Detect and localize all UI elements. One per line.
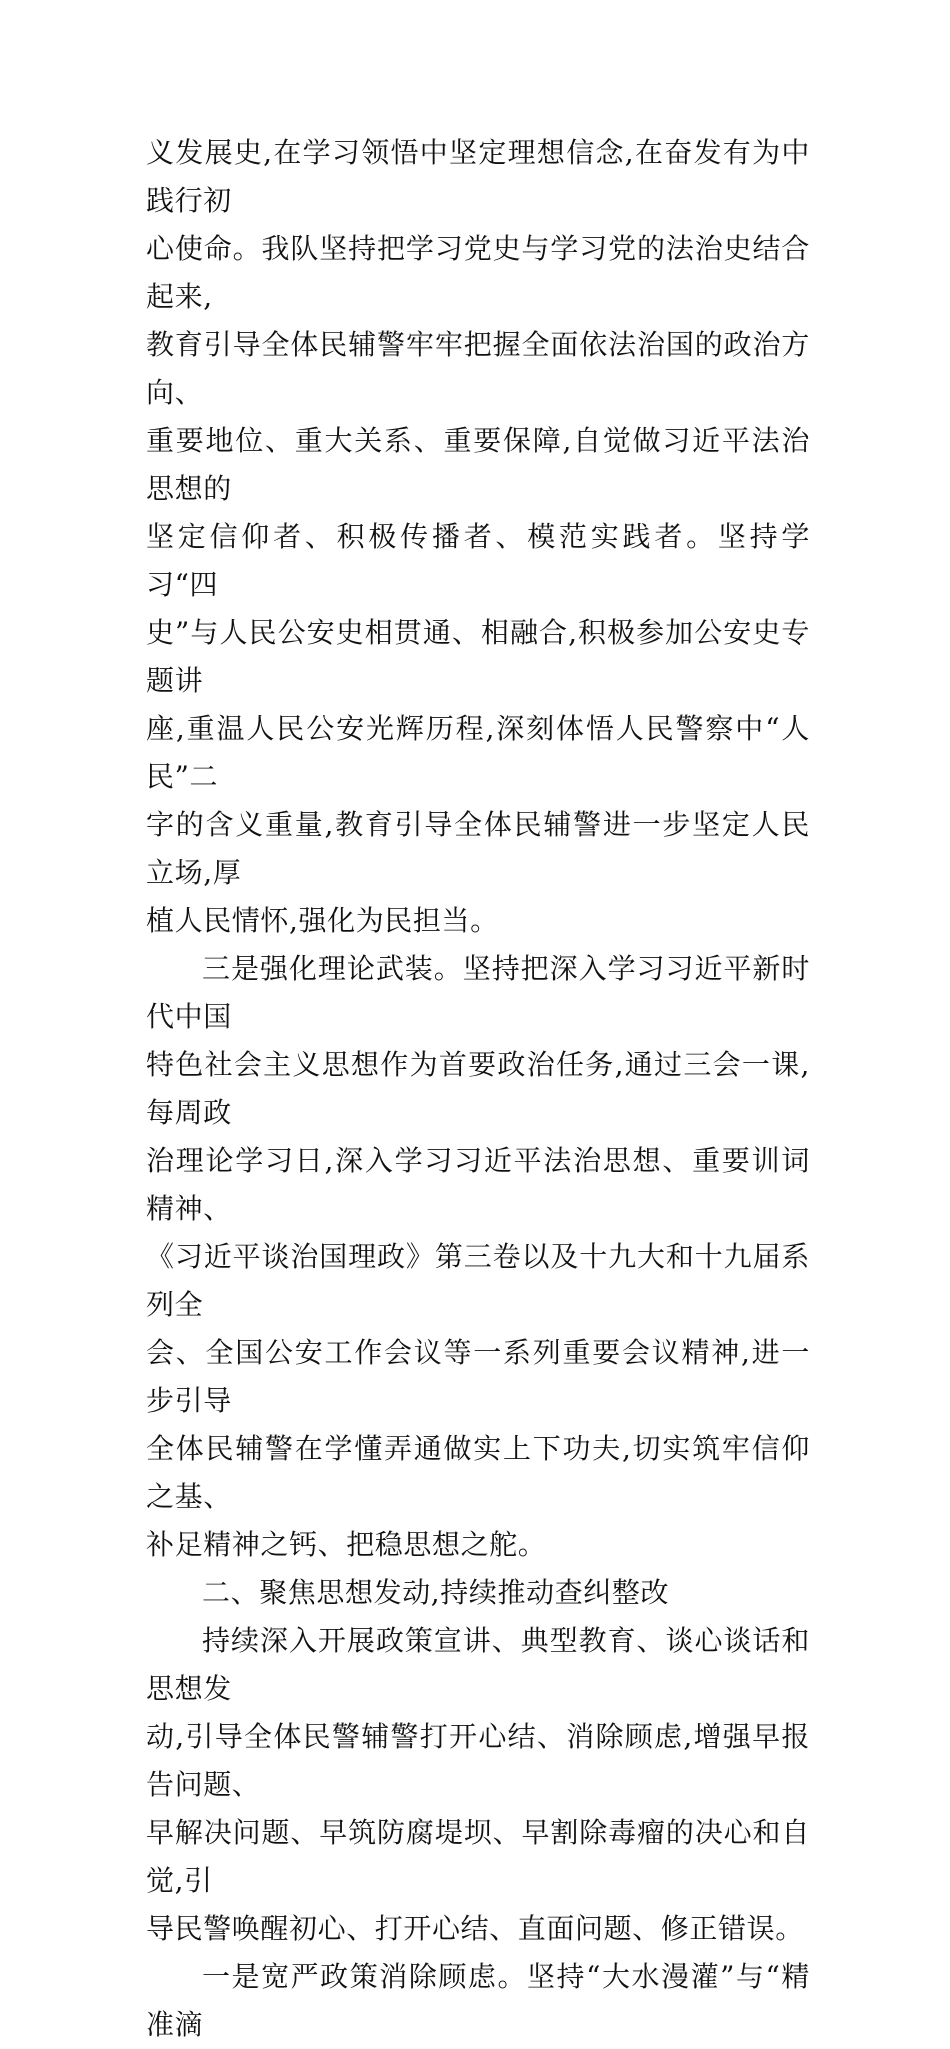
section-heading: 二、聚焦思想发动,持续推动查纠整改	[202, 1576, 670, 1609]
document-body	[146, 129, 810, 2049]
paragraph-4: 一是宽严政策消除顾虑。坚持“大水漫灌”与“精准滴	[146, 1960, 810, 2041]
paragraph-3: 持续深入开展政策宣讲、典型教育、谈心谈话和思想发 动,引导全体民警辅警打开心结、消除顾虑,增强早报告问题、 早解决问题、早筑防腐堤坝、早割除毒瘤的决心和自觉,引 导民警唤醒初心、打开心结、直面问题、修正错误。	[146, 1624, 810, 1945]
paragraph-2: 三是强化理论武装。坚持把深入学习习近平新时代中国 特色社会主义思想作为首要政治任务,通过三会一课,每周政 治理论学习日,深入学习习近平法治思想、重要训词精神、 《习近平谈治国理政》第三卷以及十九大和十九届系列全 会、全国公安工作会议等一系列重要会议精神,进一步引导 全体民辅警在学懂弄通做实上下功夫,切实筑牢信仰之基、 补足精神之钙、把稳思想之舵。	[146, 952, 810, 1561]
paragraph-1: 义发展史,在学习领悟中坚定理想信念,在奋发有为中践行初 心使命。我队坚持把学习党史与学习党的法治史结合起来, 教育引导全体民辅警牢牢把握全面依法治国的政治方向、 重要地位、重大关系、重要保障,自觉做习近平法治思想的 坚定信仰者、积极传播者、模范实践者。坚持学习“四 史”与人民公安史相贯通、相融合,积极参加公安史专题讲 座,重温人民公安光辉历程,深刻体悟人民警察中“人民”二 字的含义重量,教育引导全体民辅警进一步坚定人民立场,厚 植人民情怀,强化为民担当。	[146, 136, 810, 937]
